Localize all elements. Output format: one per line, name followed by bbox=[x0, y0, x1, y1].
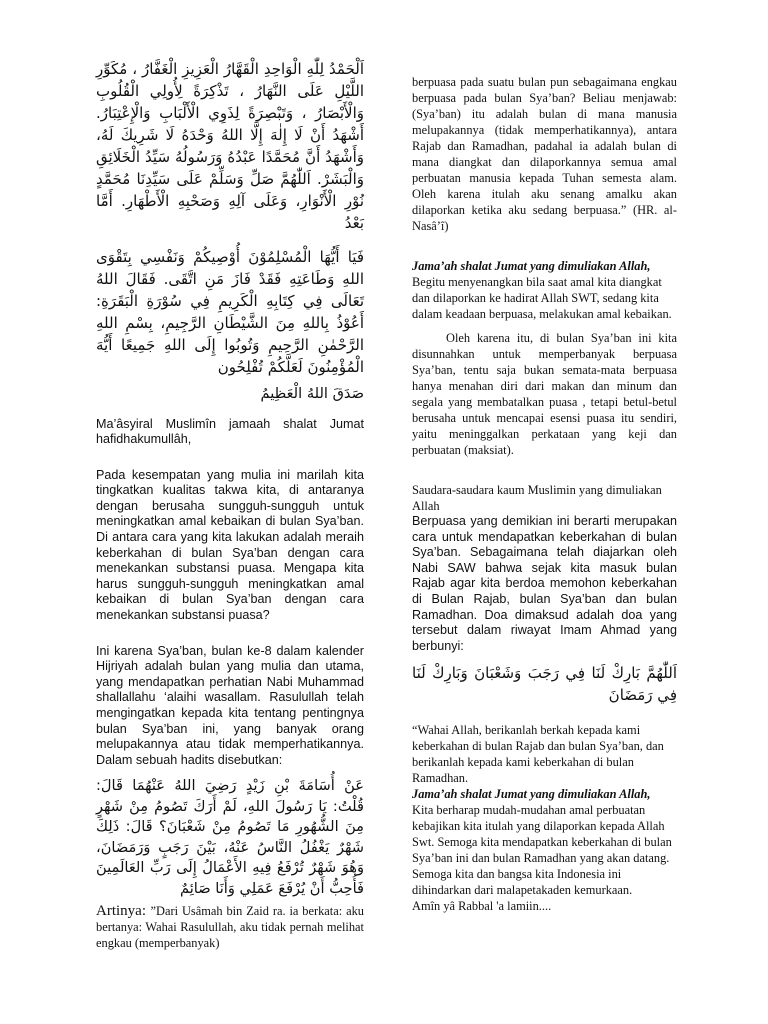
paragraph-kesempatan: Pada kesempatan yang mulia ini marilah kita tingkatkan kualitas takwa kita, di antaranya dengan berusaha sungguh-sungguh untuk meningkatkan amal kebaikan di bulan Sya’ban. Di antara cara yang kita lakukan adalah meraih keberkahan di bulan Sya’ban dengan cara menekankan substansi puasa. Mengapa kita harus sungguh-sungguh meningkatkan amal kebaikan di bulan Sya’ban dengan cara menekankan substansi puasa? bbox=[96, 467, 364, 623]
paragraph-berpuasa: Berpuasa yang demikian ini berarti merupakan cara untuk mendapatkan keberkahan di bulan Sya’ban. Sebagaimana telah diajarkan oleh Nabi SAW bahwa sejak kita masuk bulan Rajab agar kita berdoa memohon keberkahan di Bulan Rajab, bulan Sya’ban dan bulan Ramadhan. Doa dimaksud adalah doa yang tersebut dalam riwayat Imam Ahmad yang berbunyi: bbox=[412, 514, 677, 653]
arabic-closing-phrase: صَدَقَ اللهُ الْعَظِيمُ bbox=[260, 385, 364, 402]
arabic-wasiat-taqwa: فَيَا أَيُّهَا الْمُسْلِمُوْنَ أُوْصِيكُمْ وَنَفْسِي بِتَقْوَى اللهِ وَطَاعَتِهِ فَقَدْ فَازَ مَنِ اتَّقَى. فَقَالَ اللهُ تَعَالَى فِي كِتَابِهِ الْكَرِيمِ فِي سُوْرَةِ الْبَقَرَةِ: أَعُوْذُ بِاللهِ مِنَ الشَّيْطَانِ الرَّجِيمِ، بِسْمِ اللهِ الرَّحْمٰنِ الرَّحِيمِ وَتُوبُوا إِلَى اللهِ جَمِيعًا أَيُّهَ الْمُؤْمِنُونَ لَعَلَّكُمْ تُفْلِحُون bbox=[96, 248, 364, 376]
doa-meaning: “Wahai Allah, berikanlah berkah kepada kami keberkahan di bulan Rajab dan bulan Sya’ban, dan berikanlah kepada kami keberkahan di bulan Ramadhan. bbox=[412, 723, 664, 786]
artinya-text: ”Dari Usâmah bin Zaid ra. ia berkata: aku bertanya: Wahai Rasulullah, aku tidak pernah melihat engkau (memperbanyak) bbox=[96, 904, 364, 951]
greeting-paragraph: Ma’âsyiral Muslimîn jamaah shalat Jumat hafidhakumullâh, bbox=[96, 416, 364, 447]
artinya-paragraph bbox=[96, 903, 364, 951]
paragraph-begitu: Begitu menyenangkan bila saat amal kita diangkat dan dilaporkan ke hadirat Allah SWT, sedang kita dalam keadaan berpuasa, melakukan amal kebaikan. bbox=[412, 275, 672, 321]
paragraph-sya-ban: Ini karena Sya’ban, bulan ke-8 dalam kalender Hijriyah adalah bulan yang mulia dan utama, yang mendapatkan perhatian Nabi Muhammad shallallahu ‘alaihi wasallam. Rasulullah telah mengingatkan kepada kita tentang pentingnya bulan Sya’ban ini, yang banyak orang melupakannya atau tidak memperhatikannya. Dalam sebuah hadits disebutkan: bbox=[96, 643, 364, 767]
right-column bbox=[412, 74, 677, 914]
arabic-hadith-text: عَنْ أُسَامَةَ بْنِ زَيْدٍ رَضِيَ اللهُ عَنْهُمَا قَالَ: قُلْتُ: يَا رَسُولَ اللهِ، لَمْ أَرَكَ تَصُومُ مِنْ شَهْرٍ مِنَ الشُّهُورِ مَا تَصُومُ مِنْ شَعْبَانَ؟ قَالَ: ذَلِكَ شَهْرٌ يَغْفُلُ النَّاسُ عَنْهُ، بَيْنَ رَجَبٍ وَرَمَضَانَ، وَهُوَ شَهْرٌ تُرْفَعُ فِيهِ الأَعْمَالُ إِلَى رَبِّ العَالَمِينَ فَأُحِبُّ أَنْ يُرْفَعَ عَمَلِي وَأَنَا صَائِمٌ bbox=[96, 777, 364, 897]
left-column bbox=[96, 58, 364, 951]
arabic-opening-praise: اَلْحَمْدُ لِلّٰهِ الْوَاحِدِ الْقَهَّارُ الْعَزِيزِ الْغَفَّارُ ، مُكَوِّرِ اللَّيْلِ عَلَى النَّهَارُ ، تَذْكِرَةً لِأُولِي الْقُلُوبِ وَالْأَبْصَارُ ، وَتَبْصِرَةً لِذَوِي الْأَلْبَابِ وَالْإِعْتِبَارُ. أَشْهَدُ أَنْ لَا إِلٰهَ إِلَّا اللهُ وَحْدَهُ لَا شَرِيكَ لَهُ، وَأَشْهَدُ أَنَّ مُحَمَّدًا عَبْدُهُ وَرَسُولُهُ سَيِّدُ الْخَلَائِقِ وَالْبَشَرْ. اَللّٰهُمَّ صَلِّ وَسَلِّمْ عَلَى سَيِّدِنَا مُحَمَّدٍ نُوْرِ الْأَنْوَارِ، وَعَلَى آلِهِ وَصَحْبِهِ الْأَطْهَارِ. أَمَّا بَعْدُ bbox=[96, 60, 364, 232]
heading-jamaah-1: Jama’ah shalat Jumat yang dimuliakan Allah, bbox=[412, 259, 651, 273]
paragraph-semoga: Semoga kita dan bangsa kita Indonesia ini dihindarkan dari malapetakaden kemurkaan. bbox=[412, 867, 633, 898]
paragraph-oleh-karena: Oleh karena itu, di bulan Sya’ban ini kita disunnahkan untuk memperbanyak berpuasa Sya’ban, tentu saja bukan semata-mata berpuasa hanya menahan diri dari makan dan minum dan segala yang membatalkan puasa , tetapi betul-betul berusaha untuk mencapai esensi puasa itu sendiri, yaitu meninggalkan perkataan yang keji dan perbuatan (maksiat). bbox=[412, 331, 677, 457]
paragraph-amin: Amîn yâ Rabbal 'a lamiin.... bbox=[412, 899, 552, 914]
hadith-translation-continued: berpuasa pada suatu bulan pun sebagaimana engkau berpuasa pada bulan Sya’ban? Beliau menjawab: (Sya’ban) itu adalah bulan di mana manusia melupakannya (tidak memperhatikannya), antara Rajab dan Ramadhan, padahal ia adalah bulan di mana diangkat dan dilaporkannya semua amal perbuatan manusia kepada Tuhan semesta alam. Oleh karena itulah aku senang amalku akan dilaporkan ketika aku sedang berpuasa.” (HR. al-Nasâ’î) bbox=[412, 75, 677, 233]
heading-jamaah-2: Jama’ah shalat Jumat yang dimuliakan Allah, bbox=[412, 787, 651, 802]
paragraph-kita-berharap: Kita berharap mudah-mudahan amal perbuatan kebajikan kita itulah yang dilaporkan kepada Allah Swt. Semoga kita mendapatkan keberkahan di bulan Sya’ban ini dan bulan Ramadhan yang akan datang. bbox=[412, 803, 672, 866]
heading-saudara: Saudara-saudara kaum Muslimin yang dimuliakan Allah bbox=[412, 483, 662, 513]
artinya-label: Artinya: bbox=[96, 903, 151, 920]
arabic-doa-rajab: اَللّٰهُمَّ بَارِكْ لَنَا فِي رَجَبَ وَشَعْبَانَ وَبَارِكْ لَنَا فِي رَمَضَانَ bbox=[412, 664, 677, 705]
